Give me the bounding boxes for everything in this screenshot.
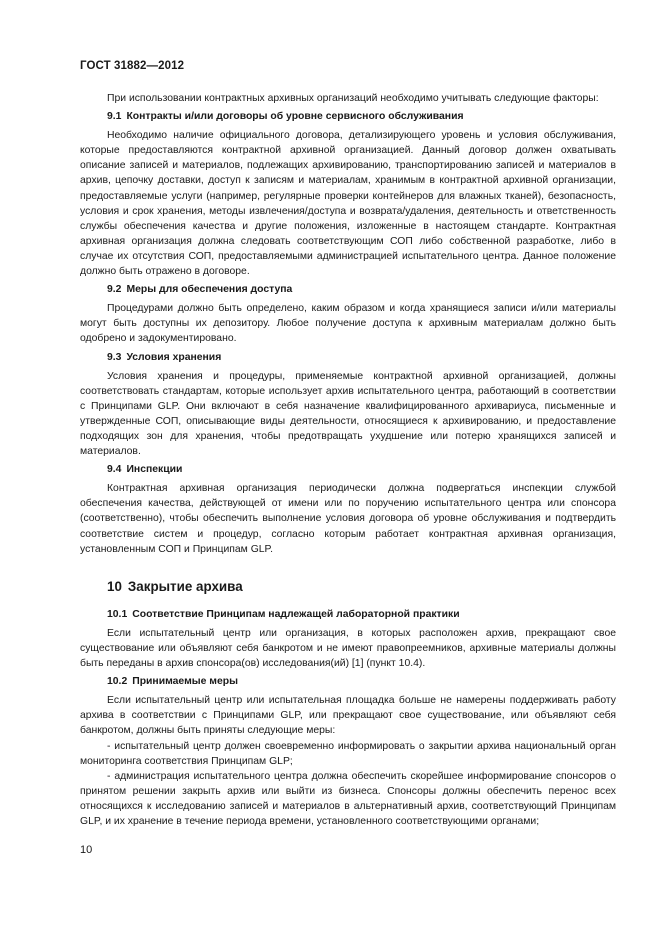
section-10-heading <box>80 579 616 594</box>
subsection-number: 9.4 <box>107 464 122 476</box>
list-item: - испытательный центр должен своевременно информировать о закрытии архива национальный орган мониторинга соответствия Принципам GLP; <box>80 740 616 767</box>
subsection-9-2-text: Процедурами должно быть определено, каким образом и когда хранящиеся записи и/или материалы могут быть доступны их депозитору. Любое получение доступа к архивным материалам должно быть одобрено и задокументировано. <box>80 303 616 345</box>
subsection-9-3-heading <box>80 350 616 365</box>
subsection-title: Условия хранения <box>126 351 222 363</box>
section-title: Закрытие архива <box>127 578 243 594</box>
subsection-9-4-heading <box>80 462 616 477</box>
subsection-9-2-heading <box>80 282 616 297</box>
section-number: 10 <box>107 578 122 594</box>
page-number: 10 <box>80 844 93 856</box>
subsection-title: Меры для обеспечения доступа <box>126 284 293 296</box>
list-item: - администрация испытательного центра должна обеспечить скорейшее информирование спонсоров о принятом решении закрыть архив или выйти из бизнеса. Спонсоры должны обеспечить перенос всех относящихся к исследованию записей и материалов в альтернативный архив, соответствующий Принципам GLP, и их хранение в течение периода времени, установленного соответствующими органами; <box>80 770 616 828</box>
subsection-10-2-heading <box>80 674 616 689</box>
subsection-number: 10.2 <box>107 676 128 688</box>
subsection-number: 9.2 <box>107 284 122 296</box>
subsection-number: 10.1 <box>107 608 128 620</box>
document-header: ГОСТ 31882—2012 <box>80 60 185 72</box>
intro-paragraph: При использовании контрактных архивных организаций необходимо учитывать следующие факторы: <box>107 93 599 104</box>
subsection-number: 9.1 <box>107 111 122 123</box>
subsection-number: 9.3 <box>107 351 122 363</box>
subsection-title: Инспекции <box>126 464 183 476</box>
subsection-10-1-heading <box>80 607 616 622</box>
subsection-9-1-heading <box>80 109 616 124</box>
subsection-9-3-text: Условия хранения и процедуры, применяемые контрактной архивной организацией, должны соответствовать стандартам, которые использует архив испытательного центра, работающий в соответствии с Принципами GLP. Они включают в себя назначение квалифицированного архивариуса, письменные и утвержденные СОП, описывающие виды деятельности, относящиеся к архивированию, и предоставление подходящих зон для хранения, чтобы предотвращать ухудшение или потерю хранящихся записей и материалов. <box>80 370 616 458</box>
subsection-title: Соответствие Принципам надлежащей лабораторной практики <box>132 608 460 620</box>
document-body <box>80 91 616 829</box>
subsection-10-1-text: Если испытательный центр или организация, в которых расположен архив, прекращают свое существование или объявляют себя банкротом и не имеют правопреемников, архивные материалы должны быть переданы в архив спонсора(ов) исследования(ий) [1] (пункт 10.4). <box>80 627 616 670</box>
subsection-title: Контракты и/или договоры об уровне сервисного обслуживания <box>126 111 464 123</box>
subsection-10-2-text: Если испытательный центр или испытательная площадка больше не намерены поддерживать работу архива в соответствии с Принципами GLP, или прекращают свое существование, или объявляют себя банкротом, должны быть приняты следующие меры: <box>80 695 616 737</box>
subsection-9-4-text: Контрактная архивная организация периодически должна подвергаться инспекции службой обеспечения качества, действующей от имени или по поручению испытательного центра или спонсора (соответственно), чтобы обеспечить выполнение условия договора об уровне обслуживания и подтвердить соответствие систем и процедур, согласно которым работает контрактная архивная организация, установленным СОП и Принципам GLP. <box>80 483 616 555</box>
subsection-title: Принимаемые меры <box>132 676 238 688</box>
subsection-9-1-text: Необходимо наличие официального договора, детализирующего уровень и условия обслуживания, которые предоставляются контрактной архивной организацией. Данный договор должен охватывать описание записей и материалов, подлежащих архивированию, транспортированию записей и материалов в архив, цепочку доставки, доступ к записям и материалам, хранимым в контрактной архивной организации, предоставляемые услуги (например, регулярные проверки контейнеров для влажных тканей), безопасность, условия и срок хранения, методы извлечения/доступа и возврата/удаления, деятельность и ответственность службы обеспечения качества и другие положения, изложенные в настоящем стандарте. Контрактная архивная организация должна следовать соответствующим СОП либо собственной разработке, либо в случае их отсутствия СОП, предоставляемыми администрацией испытательного центра. Данное положение должно быть отражено в договоре. <box>80 130 616 278</box>
